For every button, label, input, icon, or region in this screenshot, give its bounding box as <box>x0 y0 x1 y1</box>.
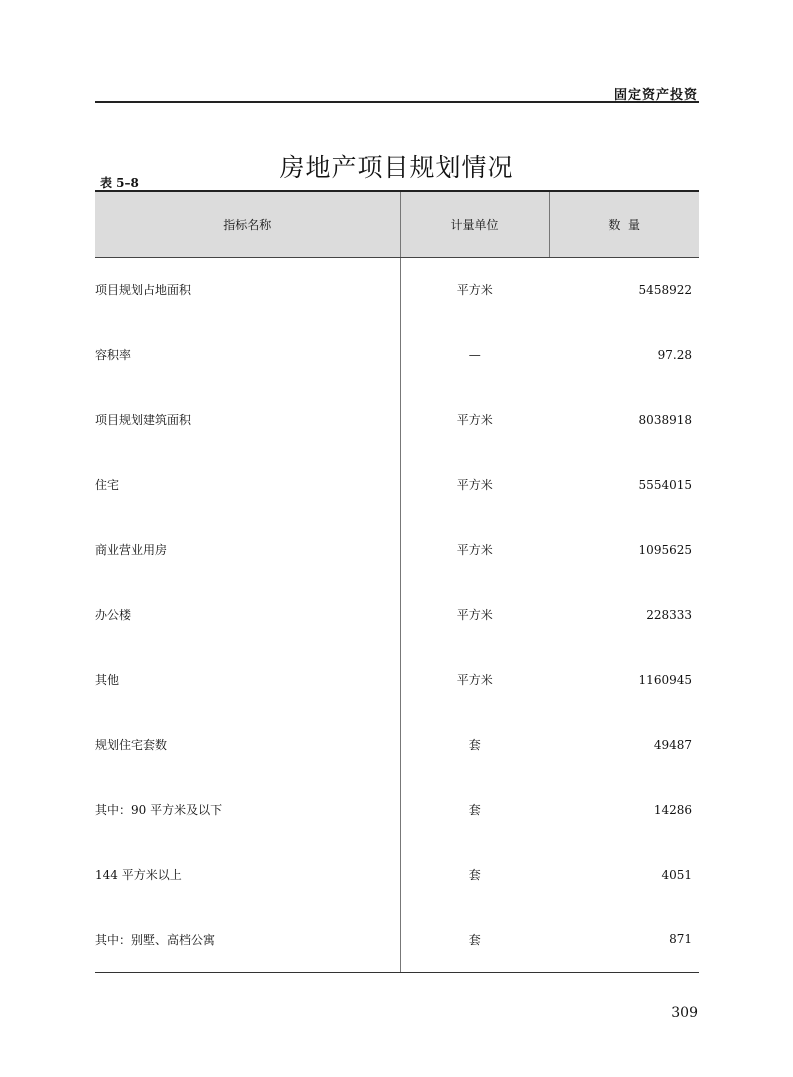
unit-cell: 平方米 <box>400 647 549 712</box>
unit-cell: 套 <box>400 842 549 907</box>
indicator-name: 办公楼 <box>95 608 132 622</box>
table-header <box>95 191 699 257</box>
value-cell: 49487 <box>653 737 692 752</box>
table-row <box>95 647 699 712</box>
column-header-value: 数 量 <box>549 191 699 257</box>
section-header: 固定资产投资 <box>613 88 698 103</box>
table-row <box>95 452 699 517</box>
value-cell: 1160945 <box>638 672 692 687</box>
indicator-name: 其中：别墅、高档公寓 <box>95 907 400 972</box>
value-cell: 871 <box>549 907 699 972</box>
value-cell: 1095625 <box>638 542 692 557</box>
indicator-name: 住宅 <box>95 478 120 492</box>
unit-cell: — <box>400 322 549 387</box>
unit-cell: 平方米 <box>400 517 549 582</box>
header-rule <box>95 101 699 103</box>
indicator-name: 项目规划建筑面积 <box>95 413 192 427</box>
table-body <box>95 257 699 972</box>
page-title: 房地产项目规划情况 <box>279 152 514 182</box>
table-row <box>95 257 699 322</box>
column-header-unit: 计量单位 <box>400 191 549 257</box>
unit-cell: 套 <box>400 712 549 777</box>
table-row <box>95 777 699 842</box>
table-header-row <box>95 191 699 257</box>
value-cell: 97.28 <box>657 347 692 362</box>
value-cell: 4051 <box>661 867 692 882</box>
statistics-table <box>95 190 699 973</box>
indicator-name: 其他 <box>95 673 120 687</box>
indicator-name: 144 平方米以上 <box>95 868 182 882</box>
indicator-name: 项目规划占地面积 <box>95 283 192 298</box>
table-row <box>95 387 699 452</box>
page-number: 309 <box>671 1005 698 1021</box>
column-header-indicator: 指标名称 <box>95 191 400 257</box>
indicator-name: 商业营业用房 <box>95 543 168 557</box>
indicator-name: 规划住宅套数 <box>95 738 168 752</box>
table-row <box>95 582 699 647</box>
unit-cell: 平方米 <box>400 452 549 517</box>
value-cell: 8038918 <box>638 412 692 427</box>
table-row <box>95 322 699 387</box>
unit-cell: 平方米 <box>400 582 549 647</box>
table-row <box>95 712 699 777</box>
unit-cell: 平方米 <box>400 257 549 322</box>
table-number: 表 5–8 <box>100 176 139 190</box>
table-row <box>95 907 699 972</box>
unit-cell: 平方米 <box>400 387 549 452</box>
value-cell: 5554015 <box>638 477 692 492</box>
unit-cell: 套 <box>400 777 549 842</box>
indicator-name: 容积率 <box>95 348 132 362</box>
value-cell: 228333 <box>646 607 692 622</box>
table-row <box>95 517 699 582</box>
value-cell: 5458922 <box>638 282 692 297</box>
value-cell: 14286 <box>653 802 692 817</box>
unit-cell: 套 <box>400 907 549 972</box>
indicator-name: 其中：90 平方米及以下 <box>95 803 223 817</box>
table-row <box>95 842 699 907</box>
